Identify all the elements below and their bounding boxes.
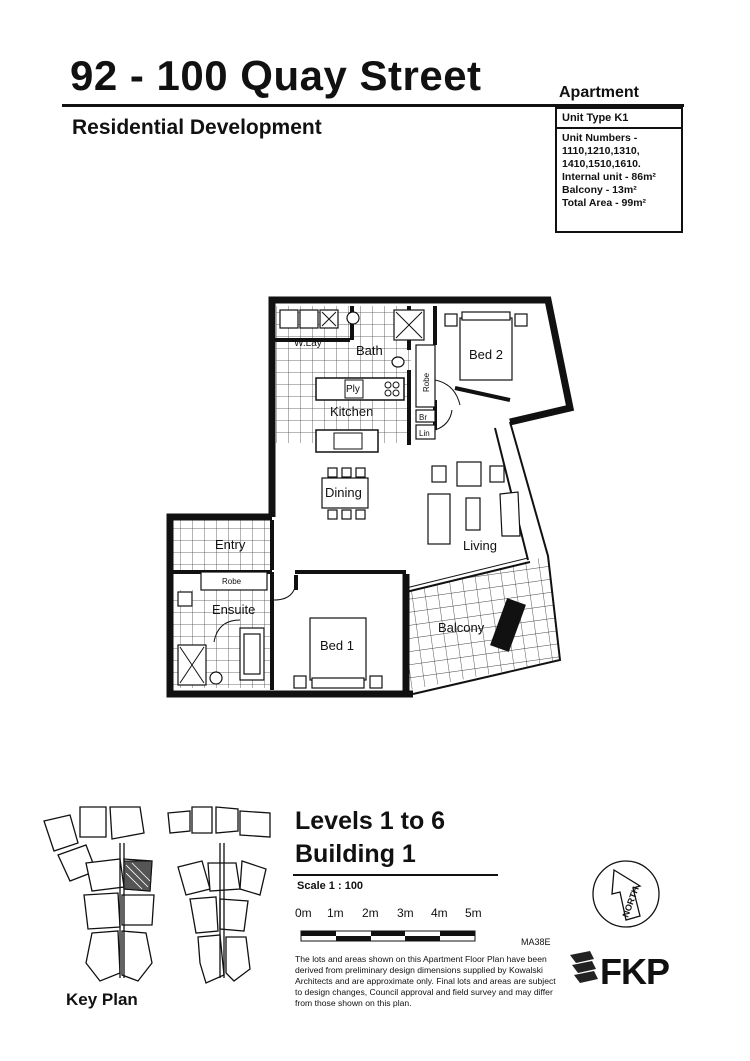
internal-area: Internal unit - 86m² (562, 171, 656, 183)
room-label-ensuite: Ensuite (212, 602, 256, 617)
room-label-wlay: W.Lay (294, 338, 322, 349)
disclaimer-text: The lots and areas shown on this Apartment Floor Plan have been derived from preliminary design dimensions supplied by Kowalski Architects and are approximate only. Final lots and areas are subject to design changes, Council approval and field survey and may differ from those shown on this plan. (295, 954, 556, 1008)
unit-type: Unit Type K1 (557, 109, 681, 129)
scale-tick-3: 3m (397, 906, 414, 920)
room-label-bed2: Bed 2 (469, 347, 503, 362)
unit-numbers-line1: 1110,1210,1310, (562, 145, 640, 157)
room-label-ply: Ply (346, 384, 360, 395)
fkp-logo-text: FKP (600, 951, 669, 992)
scale-tick-0: 0m (295, 906, 312, 920)
unit-numbers-line2: 1410,1510,1610. (562, 158, 641, 170)
north-arrow-icon (590, 858, 662, 930)
total-area: Total Area - 99m² (562, 197, 647, 209)
fkp-logo-icon (568, 949, 602, 989)
scale-tick-5: 5m (465, 906, 482, 920)
scale-tick-1: 1m (327, 906, 344, 920)
drawing-number: MA38E (521, 937, 551, 947)
room-label-robe-vertical: Robe (422, 372, 431, 392)
scale-tick-2: 2m (362, 906, 379, 920)
levels-block (295, 805, 445, 871)
key-plan-diagram (40, 803, 280, 988)
room-label-dining: Dining (325, 485, 362, 500)
building-label: Building 1 (295, 840, 416, 868)
balcony-area: Balcony - 13m² (562, 184, 637, 196)
room-label-balcony: Balcony (438, 620, 485, 635)
page-subtitle: Residential Development (72, 116, 322, 139)
room-label-living: Living (463, 538, 497, 553)
scale-bar (300, 930, 480, 944)
room-label-br: Br (419, 413, 427, 422)
unit-numbers-label: Unit Numbers - (562, 132, 638, 144)
room-label-kitchen: Kitchen (330, 404, 374, 419)
scale-tick-4: 4m (431, 906, 448, 920)
page-title: 92 - 100 Quay Street (70, 52, 482, 99)
room-label-bath: Bath (356, 343, 383, 358)
key-plan-label: Key Plan (66, 990, 138, 1009)
room-label-entry: Entry (215, 537, 246, 552)
scale-label: Scale 1 : 100 (297, 880, 364, 892)
room-label-robe: Robe (222, 577, 242, 586)
north-label: NORTH (620, 885, 641, 919)
room-label-bed1: Bed 1 (320, 638, 354, 653)
levels-divider (293, 874, 498, 876)
room-label-lin: Lin (419, 429, 430, 438)
apartment-label: Apartment (559, 84, 640, 101)
levels-label: Levels 1 to 6 (295, 807, 446, 835)
